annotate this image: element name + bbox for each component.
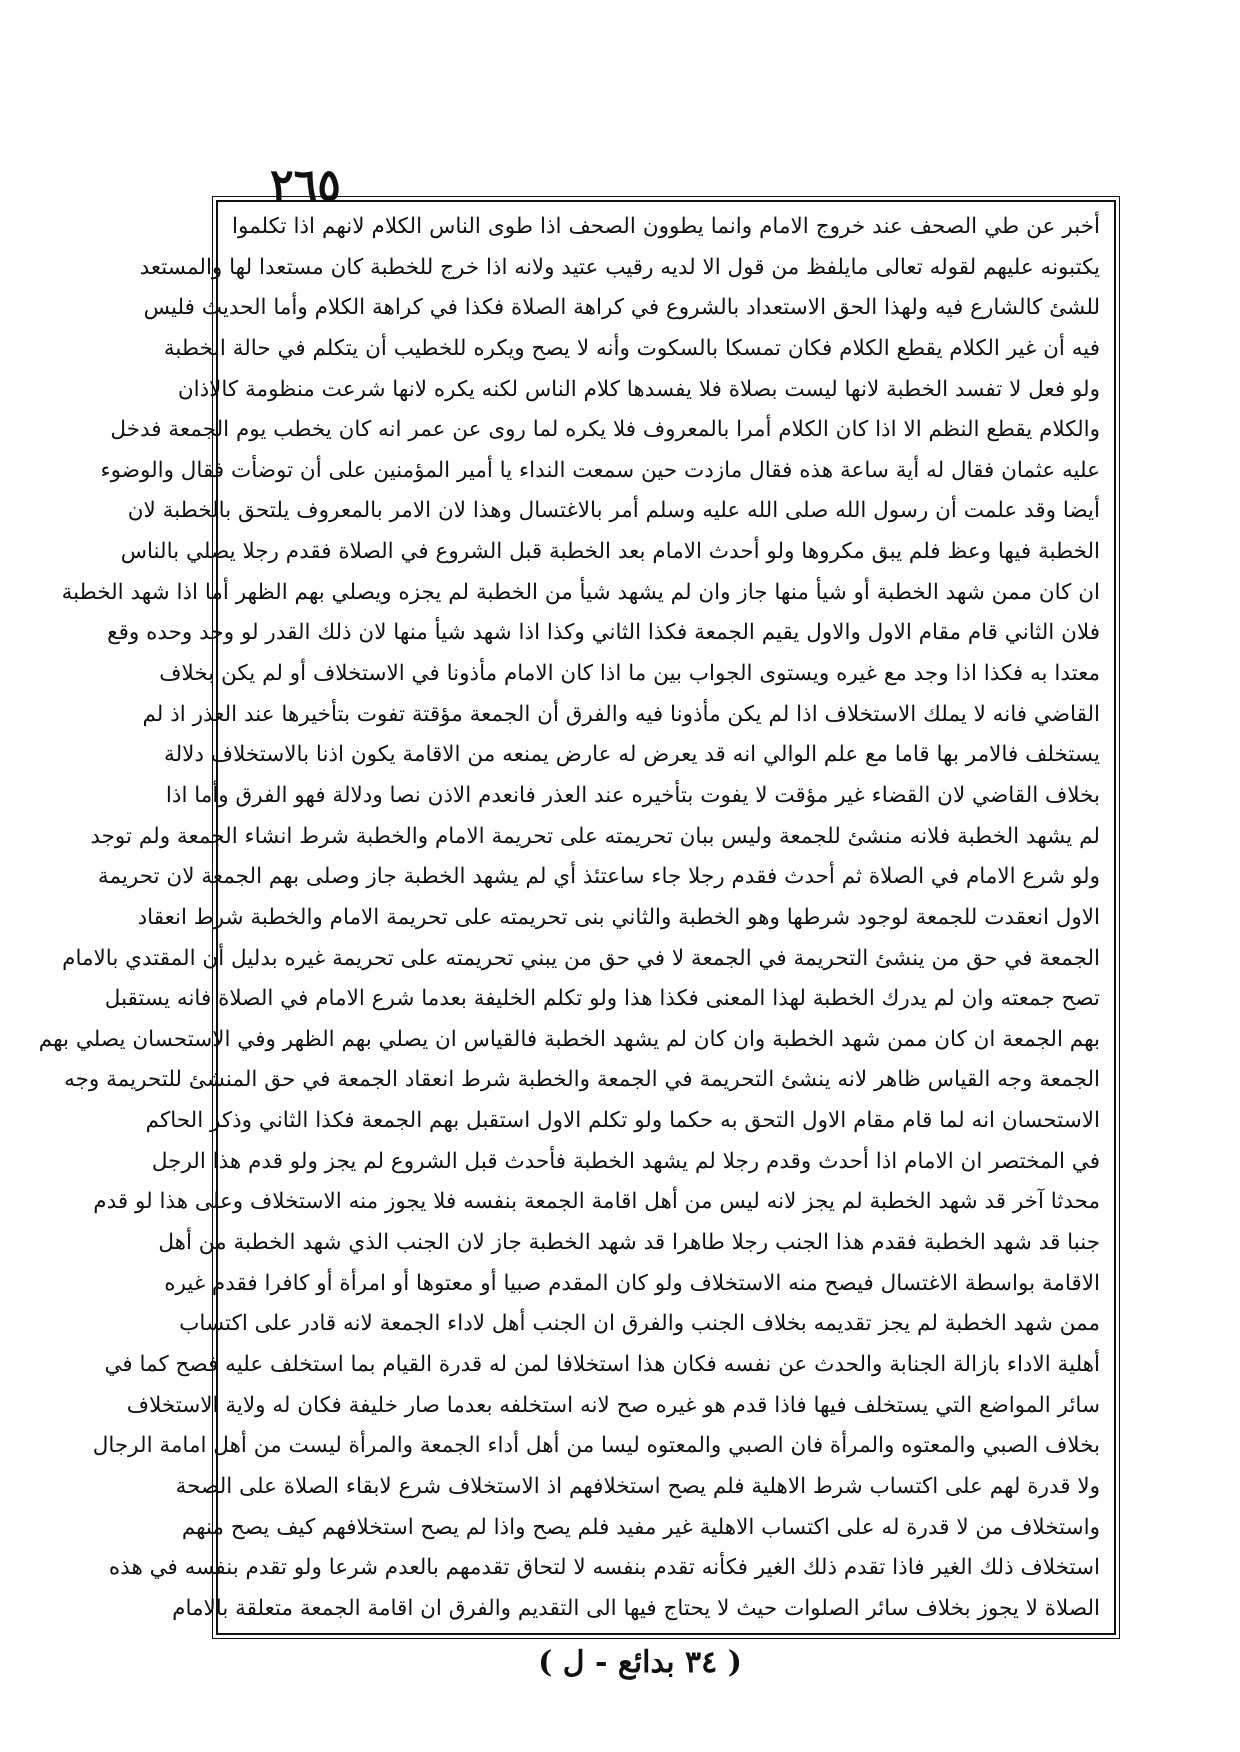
- text-line: القاضي فانه لا يملك الاستخلاف اذا لم يكن مأذونا فيه والفرق أن الجمعة مؤقتة تفوت بتأخيرها عند العذر اذ لم: [142, 701, 1100, 727]
- text-line: والكلام يقطع النظم الا اذا كان الكلام أمرا بالمعروف فلا يكره لما روى عن عمر انه كان يخطب يوم الجمعة فدخل: [110, 417, 1100, 443]
- text-line: ولو شرع الامام في الصلاة ثم أحدث فقدم رجلا جاء ساعتئذ أي لم يشهد الخطبة جاز وصلى بهم الجمعة لان تحريمة: [97, 864, 1100, 890]
- text-line: معتدا به فكذا اذا وجد مع غيره ويستوى الجواب بين ما اذا كان الامام مأذونا في الاستخلاف أو لم يكن بخلاف: [159, 661, 1100, 687]
- text-line: استخلاف ذلك الغير فاذا تقدم ذلك الغير فكأنه تقدم بنفسه لا لتحاق تقدمهم بالعدم شرعا ولو تقدم بنفسه في هذه: [108, 1555, 1100, 1581]
- text-line: ولو فعل لا تفسد الخطبة لانها ليست بصلاة فلا يفسدها كلام الناس لكنه يكره لانها شرعت منظومة كالاذان: [177, 376, 1100, 402]
- text-line: فلان الثاني قام مقام الاول والاول يقيم الجمعة فكذا الثاني وكذا اذا شهد شيأ منها لان ذلك القدر لو وجد وحده وقع: [107, 620, 1100, 646]
- text-line: بخلاف الصبي والمعتوه والمرأة فان الصبي والمعتوه ليسا من أهل أداء الجمعة والمرأة ليست من أهل امامة الرجال: [92, 1433, 1100, 1459]
- text-line: الخطبة فيها وعظ فلم يبق مكروها ولو أحدث الامام بعد الخطبة قبل الشروع في الصلاة فقدم رجلا يصلي بالناس: [120, 539, 1100, 565]
- text-line: ممن شهد الخطبة لم يجز تقديمه بخلاف الجنب والفرق ان الجنب أهل لاداء الجمعة لانه قادر على اكتساب: [179, 1311, 1100, 1337]
- text-frame: [38, 200, 1116, 1635]
- text-line: فيه أن غير الكلام يقطع الكلام فكان تمسكا بالسكوت وأنه لا يصح ويكره للخطيب أن يتكلم في حالة الخطبة: [163, 335, 1100, 361]
- text-line: سائر المواضع التي يستخلف فيها فاذا قدم هو غيره صح لانه استخلفه بعدما صار خليفة فكان له ولاية الاستخلاف: [126, 1392, 1100, 1418]
- text-line: محدثا آخر قد شهد الخطبة لم يجز لانه ليس من أهل اقامة الجمعة بنفسه فلا يجوز منه الاستخلاف وعلى هذا لو قدم: [93, 1189, 1100, 1215]
- text-line: الاستحسان انه لما قام مقام الاول التحق به حكما ولو تكلم الاول استقبل بهم الجمعة فكذا الثاني وذكر الحاكم: [145, 1108, 1100, 1134]
- text-line: الصلاة لا يجوز بخلاف سائر الصلوات حيث لا يحتاج فيها الى التقديم والفرق ان اقامة الجمعة متعلقة بالامام: [172, 1595, 1100, 1621]
- text-line: لم يشهد الخطبة فلانه منشئ للجمعة وليس ببان تحريمته على تحريمة الامام والخطبة شرط انشاء الجمعة ولم توجد: [90, 823, 1100, 849]
- text-line: بخلاف القاضي لان القضاء غير مؤقت لا يفوت بتأخيره عند العذر فانعدم الاذن نصا ودلالة فهو الفرق وأما اذا: [165, 782, 1100, 808]
- text-line: بهم الجمعة ان كان ممن شهد الخطبة وان كان لم يشهد الخطبة فالقياس ان يصلي بهم الظهر وفي الاستحسان يصلي بهم: [38, 1026, 1100, 1052]
- text-line: عليه عثمان فقال له أية ساعة هذه فقال مازدت حين سمعت النداء يا أمير المؤمنين على أن توضأت فقال والوضوء: [100, 457, 1100, 483]
- text-line: ان كان ممن شهد الخطبة أو شيأ منها جاز وان لم يشهد شيأ من الخطبة لم يجزه ويصلي بهم الظهر أما اذا شهد الخطبة: [61, 579, 1100, 605]
- text-line: الجمعة وجه القياس ظاهر لانه ينشئ التحريمة في الجمعة والخطبة شرط انعقاد الجمعة في حق المنشئ للتحريمة وجه: [64, 1067, 1100, 1093]
- footer-signature: ( ٣٤ بدائع - ل ): [538, 1645, 742, 1680]
- text-line: الجمعة في حق من ينشئ التحريمة في الجمعة لا في حق من يبني تحريمته على تحريمة غيره بدليل أن المقتدي بالامام: [62, 945, 1100, 971]
- text-line: جنبا قد شهد الخطبة فقدم هذا الجنب رجلا طاهرا قد شهد الخطبة جاز لان الجنب الذي شهد الخطبة من أهل: [158, 1230, 1100, 1256]
- text-line: الاول انعقدت للجمعة لوجود شرطها وهو الخطبة والثاني بنى تحريمته على تحريمة الامام والخطبة شرط انعقاد: [137, 904, 1100, 930]
- text-line: يكتبونه عليهم لقوله تعالى مايلفظ من قول الا لديه رقيب عتيد ولانه اذا خرج للخطبة كان مستعدا لها والمستعد: [139, 254, 1100, 280]
- text-line: أهلية الاداء بازالة الجنابة والحدث عن نفسه فكان هذا استخلافا لمن له قدرة القيام بما استخلف عليه فصح كما في: [104, 1351, 1100, 1377]
- text-line: الاقامة بواسطة الاغتسال فيصح منه الاستخلاف ولو كان المقدم صبيا أو معتوها أو امرأة أو كافرا فقدم غيره: [164, 1270, 1100, 1296]
- body-text: [38, 210, 1100, 1625]
- text-line: واستخلاف من لا قدرة له على اكتساب الاهلية غير مفيد فلم يصح واذا لم يصح استخلافهم كيف يصح منهم: [181, 1514, 1100, 1540]
- page-number: ٢٦٥: [270, 160, 341, 211]
- text-line: في المختصر ان الامام اذا أحدث وقدم رجلا لم يشهد الخطبة فأحدث قبل الشروع لم يجز ولو قدم هذا الرجل: [151, 1148, 1100, 1174]
- text-line: ولا قدرة لهم على اكتساب شرط الاهلية فلم يصح استخلافهم اذ الاستخلاف شرع لابقاء الصلاة على الصحة: [175, 1473, 1100, 1499]
- text-line: أخبر عن طي الصحف عند خروج الامام وانما يطوون الصحف اذا طوى الناس الكلام لانهم اذا تكلموا: [232, 214, 1100, 239]
- text-line: يستخلف فالامر بها قاما مع علم الوالي انه قد يعرض له عارض يمنعه من الاقامة يكون اذنا بالاستخلاف دلالة: [164, 742, 1100, 768]
- text-line: أيضا وقد علمت أن رسول الله صلى الله عليه وسلم أمر بالاغتسال وهذا لان الامر بالمعروف يلتحق بالخطبة لان: [127, 498, 1100, 524]
- text-line: للشئ كالشارع فيه ولهذا الحق الاستعداد بالشروع في كراهة الصلاة فكذا في كراهة الكلام وأما الحديث فليس: [143, 295, 1100, 321]
- text-line: تصح جمعته وان لم يدرك الخطبة لهذا المعنى فكذا هذا ولو تكلم الخليفة بعدما شرع الامام في الصلاة فانه يستقبل: [104, 986, 1100, 1012]
